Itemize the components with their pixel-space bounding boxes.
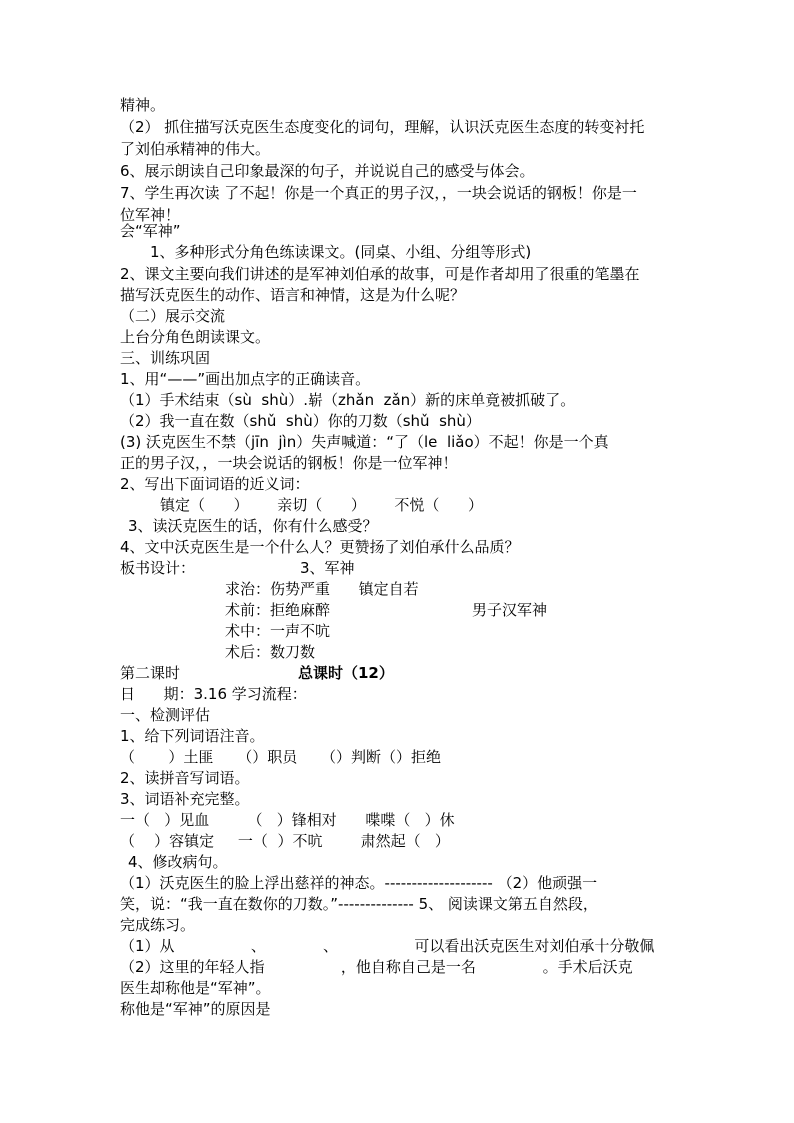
text-line: 位军神！ (120, 206, 181, 224)
text-line: 2、课文主要向我们讲述的是军神刘伯承的故事，可是作者却用了很重的笔墨在 (120, 265, 640, 283)
total-lessons: 总课时（12） (298, 664, 394, 682)
text-line: 描写沃克医生的动作、语言和神情，这是为什么呢？ (120, 286, 466, 304)
section-heading: 三、训练巩固 (120, 349, 211, 367)
text-line: （1）沃克医生的脸上浮出慈祥的神态。-------------------- （2）他顽强一 (120, 874, 598, 892)
text-line: 医生却称他是“军神”。 (120, 979, 271, 997)
lesson-label: 第二课时 (120, 664, 181, 682)
text-line: 6、展示朗读自己印象最深的句子，并说说自己的感受与体会。 (120, 162, 535, 180)
text-line: 一（ ）见血 （ ）锋相对 喋喋（ ）休 (120, 811, 455, 829)
text-line: （ ）容镇定 一（ ）不吭 肃然起（ ） (120, 832, 450, 850)
text-line: （1）从 、 、 可以看出沃克医生对刘伯承十分敬佩 (120, 937, 655, 955)
text-line: 完成练习。 (120, 916, 196, 934)
section-heading: 一、检测评估 (120, 706, 211, 724)
board-row: 求治：伤势严重 镇定自若 (225, 580, 419, 598)
text-line: (3) 沃克医生不禁（jīn jìn）失声喊道：“了（le liǎo）不起！你是一个真 (120, 433, 609, 451)
text-line: （二）展示交流 (120, 307, 226, 325)
text-line: 笑，说：“我一直在数你的刀数。”-------------- 5、 阅读课文第五自然段， (120, 895, 598, 913)
text-line: （2） 抓住描写沃克医生态度变化的词句，理解，认识沃克医生态度的转变衬托 (120, 118, 645, 136)
text-line: 1、用“——”画出加点字的正确读音。 (120, 370, 371, 388)
board-row: 术中：一声不吭 (225, 622, 331, 640)
text-line: 3、读沃克医生的话，你有什么感受？ (128, 517, 378, 535)
board-summary: 男子汉军神 (472, 601, 548, 619)
board-design-label: 板书设计： (120, 559, 196, 577)
text-line: 2、写出下面词语的近义词： (120, 475, 310, 493)
text-line: 1、给下列词语注音。 (120, 727, 265, 745)
text-line: （ ）土匪 （）职员 （）判断（）拒绝 (120, 748, 442, 766)
text-line: 称他是“军神”的原因是 (120, 1000, 271, 1018)
text-line: （1）手术结束（sù shù）.崭（zhǎn zǎn）新的床单竟被抓破了。 (120, 391, 576, 409)
text-line: 7、学生再次读 了不起！你是一个真正的男子汉，，一块会说话的钢板！你是一 (120, 184, 637, 202)
board-title: 3、军神 (300, 559, 355, 577)
text-line: 1、多种形式分角色练读课文。(同桌、小组、分组等形式) (150, 243, 532, 261)
text-line: 4、修改病句。 (128, 853, 228, 871)
text-line: 了刘伯承精神的伟大。 (120, 140, 271, 158)
text-line: 精神。 (120, 96, 166, 114)
board-row: 术前：拒绝麻醉 (225, 601, 331, 619)
text-line: 4、文中沃克医生是一个什么人？更赞扬了刘伯承什么品质？ (120, 538, 520, 556)
text-line: 镇定（ ） 亲切（ ） 不悦（ ） (160, 496, 484, 514)
text-line: 2、读拼音写词语。 (120, 769, 250, 787)
text-line: 3、词语补充完整。 (120, 790, 250, 808)
board-row: 术后：数刀数 (225, 643, 316, 661)
text-line: （2）这里的年轻人指 ，他自称自己是一名 。手术后沃克 (120, 958, 633, 976)
date-line: 日 期：3.16 学习流程： (120, 685, 307, 703)
text-line: （2）我一直在数（shǔ shù）你的刀数（shǔ shù） (120, 412, 481, 430)
text-line: 上台分角色朗读课文。 (120, 328, 271, 346)
text-line: 正的男子汉，，一块会说话的钢板！你是一位军神！ (120, 454, 458, 472)
text-line: 会“军神” (120, 222, 181, 240)
